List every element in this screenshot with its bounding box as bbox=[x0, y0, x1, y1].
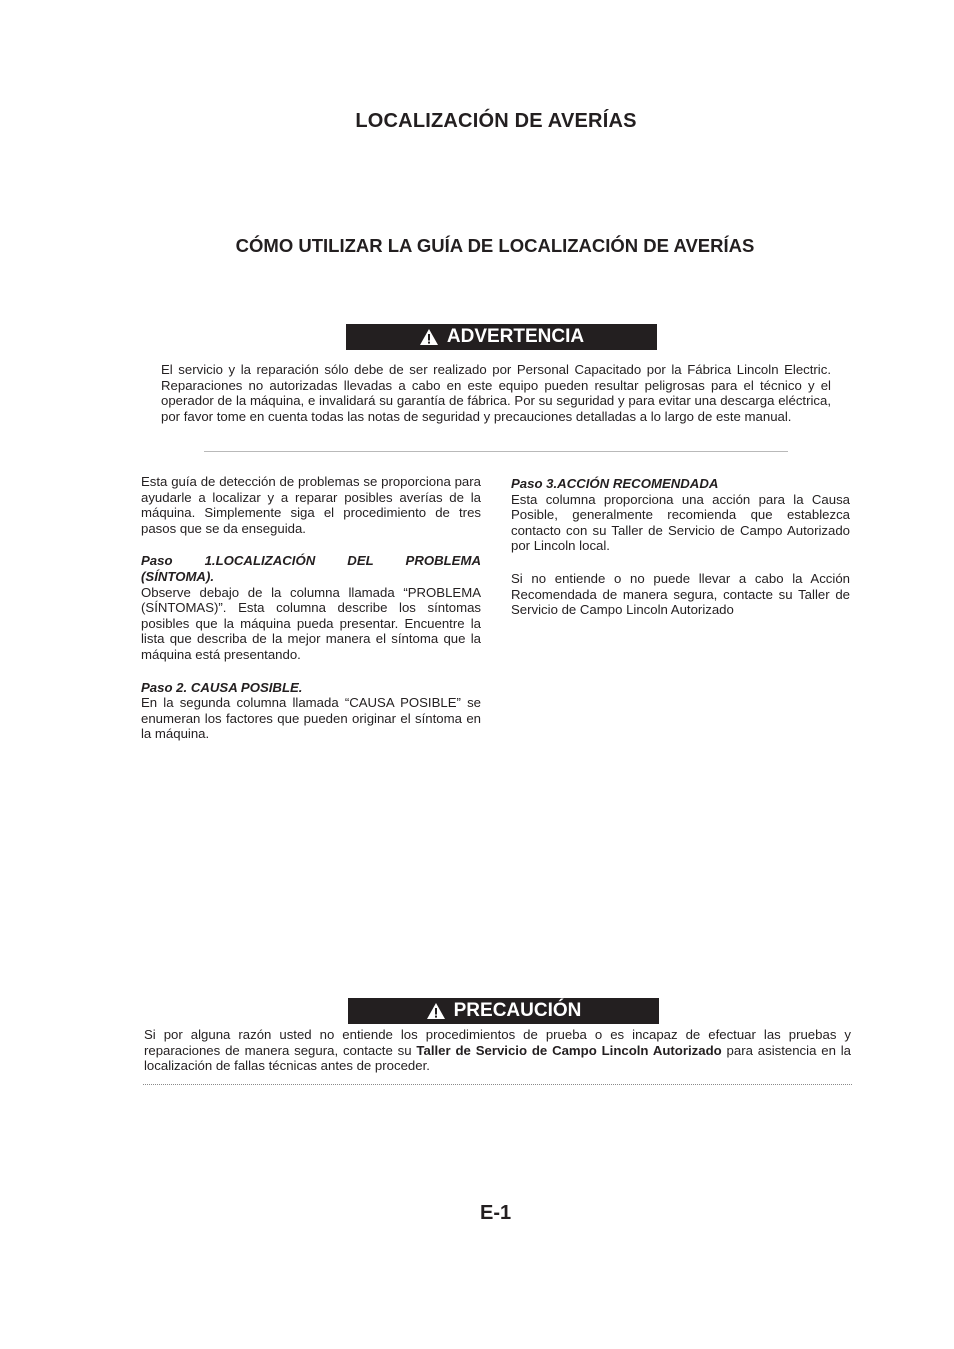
step3-heading: Paso 3.ACCIÓN RECOMENDADA bbox=[511, 476, 719, 491]
intro-paragraph: Esta guía de detección de problemas se proporciona para ayudarle a localizar y a reparar posibles averías de la máquina. Simplemente siga el procedimiento de tres pasos que se da enseguida. bbox=[141, 474, 481, 536]
divider-line bbox=[204, 451, 788, 452]
step1-text: Observe debajo de la columna llamada “PROBLEMA (SÍNTOMAS)”. Esta columna describe los síntomas posibles que la máquina pueda presentar. Encuentre la lista que describa de la mejor manera el síntoma que la máquina está presentando. bbox=[141, 584, 481, 662]
caution-label: PRECAUCIÓN bbox=[453, 1000, 582, 1021]
page-title: LOCALIZACIÓN DE AVERÍAS bbox=[355, 110, 637, 132]
left-column bbox=[141, 474, 481, 742]
extra-paragraph: Si no entiende o no puede llevar a cabo la Acción Recomendada de manera segura, contacte su Taller de Servicio de Campo Lincoln Autorizado bbox=[511, 570, 850, 618]
step2-text: En la segunda columna llamada “CAUSA POSIBLE” se enumeran los factores que pueden originar el síntoma en la máquina. bbox=[141, 695, 481, 742]
warning-label: ADVERTENCIA bbox=[446, 326, 585, 347]
caution-text-start: Si por alguna razón usted no entiende los procedimientos de prueba o es incapaz de efectuar las pruebas y reparaciones de manera segura, contacte su bbox=[144, 1027, 851, 1058]
right-column bbox=[511, 476, 850, 618]
warning-banner bbox=[346, 324, 657, 350]
step3-text: Esta columna proporciona una acción para la Causa Posible, generalmente recomienda que establezca contacto con su Taller de Servicio de Campo Autorizado por Lincoln local. bbox=[511, 491, 850, 554]
caution-text-end: para asistencia en la localización de fallas técnicas antes de proceder. bbox=[144, 1042, 852, 1074]
section-subtitle: CÓMO UTILIZAR LA GUÍA DE LOCALIZACIÓN DE AVERÍAS bbox=[235, 235, 755, 256]
warning-triangle-icon bbox=[419, 328, 439, 346]
caution-banner bbox=[348, 998, 659, 1024]
warning-triangle-icon bbox=[426, 1002, 446, 1020]
page-number: E-1 bbox=[480, 1202, 512, 1224]
step1-heading-continued: (SÍNTOMA). bbox=[141, 568, 215, 584]
caution-text bbox=[144, 1027, 851, 1074]
caution-text-bold: Taller de Servicio de Campo Lincoln Autorizado bbox=[416, 1042, 722, 1058]
step1-heading: Paso 1.LOCALIZACIÓN DEL PROBLEMA bbox=[141, 553, 481, 569]
dotted-divider bbox=[143, 1084, 852, 1085]
step2-heading: Paso 2. CAUSA POSIBLE. bbox=[141, 679, 303, 695]
warning-text: El servicio y la reparación sólo debe de ser realizado por Personal Capacitado por la Fábrica Lincoln Electric. Reparaciones no autorizadas llevadas a cabo en este equipo pueden resultar peligrosas para el técnico y el operador de la máquina, e invalidará su garantía de fábrica. Por su seguridad y para evitar una descarga eléctrica, por favor tome en cuenta todas las notas de seguridad y precauciones detalladas a lo largo de este manual. bbox=[161, 362, 831, 424]
